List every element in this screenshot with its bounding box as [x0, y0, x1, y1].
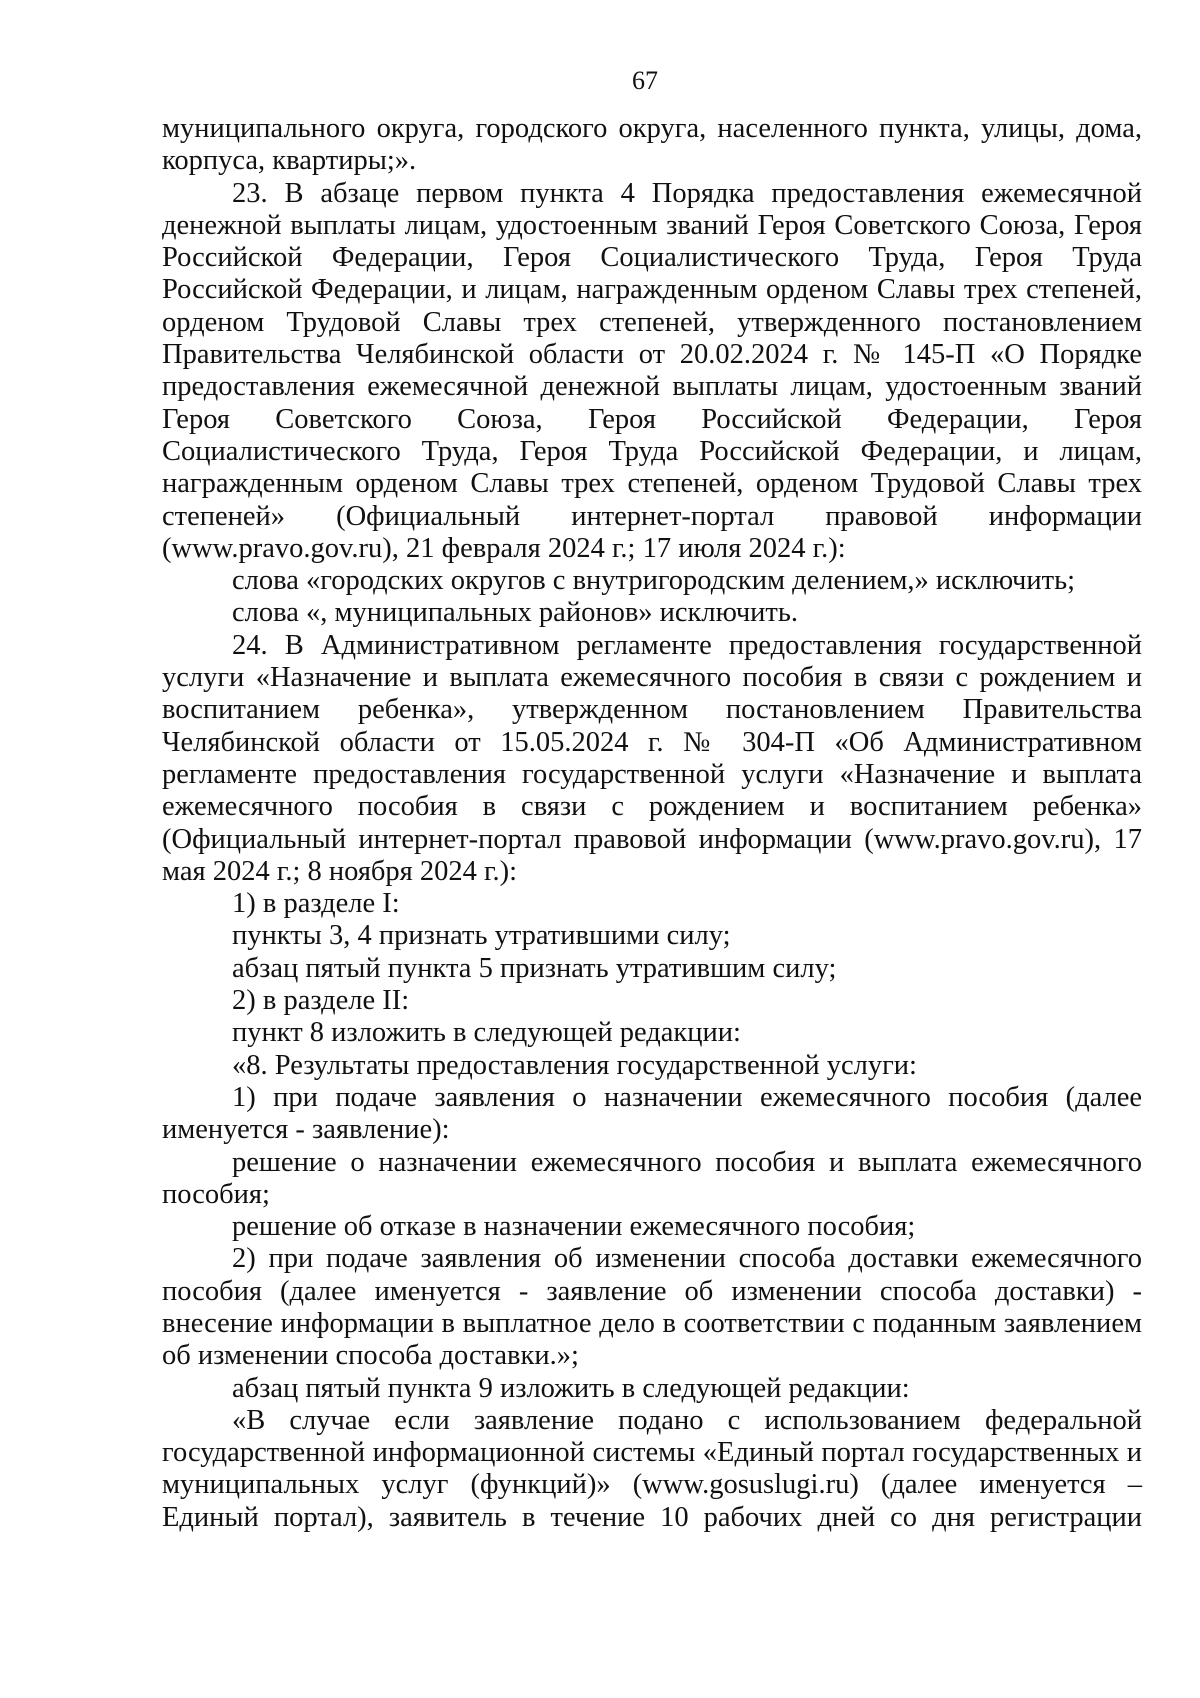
paragraph-continues-next-page: «В случае если заявление подано с использованием федеральной государственной информационной системы «Единый портал государственных и муниципальных услуг (функций)» (www.gosuslugi.ru) (далее именуется – Единый портал), заявитель в течение 10 рабочих дней со дня регистрации [162, 1404, 1142, 1533]
paragraph-continuation: муниципального округа, городского округа, населенного пункта, улицы, дома, корпуса, квартиры;». [162, 113, 1142, 177]
paragraph: абзац пятый пункта 5 признать утратившим силу; [232, 952, 837, 984]
paragraph-item-24: 24. В Административном регламенте предоставления государственной услуги «Назначение и выплата ежемесячного пособия в связи с рождением и воспитанием ребенка», утвержденном постановлением Правительства Челябинской области от 15.05.2024 г. № 304-П «Об Административном регламенте предоставления государственной услуги «Назначение и выплата ежемесячного пособия в связи с рождением и воспитанием ребенка» (Официальный интернет-портал правовой информации (www.pravo.gov.ru), 17 мая 2024 г.; 8 ноября 2024 г.): [162, 629, 1142, 887]
paragraph: 1) в разделе I: [232, 888, 400, 920]
paragraph: пункты 3, 4 признать утратившими силу; [232, 920, 731, 952]
paragraph: решение о назначении ежемесячного пособия и выплата ежемесячного пособия; [162, 1146, 1142, 1210]
paragraph: «8. Результаты предоставления государственной услуги: [232, 1049, 917, 1081]
paragraph: 2) при подаче заявления об изменении способа доставки ежемесячного пособия (далее именуется - заявление об изменении способа доставки) - внесение информации в выплатное дело в соответствии с поданным заявлением об изменении способа доставки.»; [162, 1243, 1142, 1372]
paragraph: 2) в разделе II: [232, 985, 410, 1017]
page-number: 67 [632, 66, 658, 95]
paragraph: решение об отказе в назначении ежемесячного пособия; [232, 1211, 916, 1243]
paragraph: пункт 8 изложить в следующей редакции: [232, 1017, 741, 1049]
paragraph: слова «городских округов с внутригородским делением,» исключить; [232, 565, 1075, 597]
document-body [162, 113, 1142, 1534]
paragraph: абзац пятый пункта 9 изложить в следующей редакции: [232, 1372, 910, 1404]
paragraph: 1) при подаче заявления о назначении ежемесячного пособия (далее именуется - заявление): [162, 1081, 1142, 1146]
paragraph-item-23: 23. В абзаце первом пункта 4 Порядка предоставления ежемесячной денежной выплаты лицам, удостоенным званий Героя Советского Союза, Героя Российской Федерации, Героя Социалистического Труда, Героя Труда Российской Федерации, и лицам, награжденным орденом Славы трех степеней, орденом Трудовой Славы трех степеней, утвержденного постановлением Правительства Челябинской области от 20.02.2024 г. № 145-П «О Порядке предоставления ежемесячной денежной выплаты лицам, удостоенным званий Героя Советского Союза, Героя Российской Федерации, Героя Социалистического Труда, Героя Труда Российской Федерации, и лицам, награжденным орденом Славы трех степеней, орденом Трудовой Славы трех степеней» (Официальный интернет-портал правовой информации (www.pravo.gov.ru), 21 февраля 2024 г.; 17 июля 2024 г.): [162, 177, 1142, 564]
paragraph: слова «, муниципальных районов» исключить. [232, 597, 798, 629]
